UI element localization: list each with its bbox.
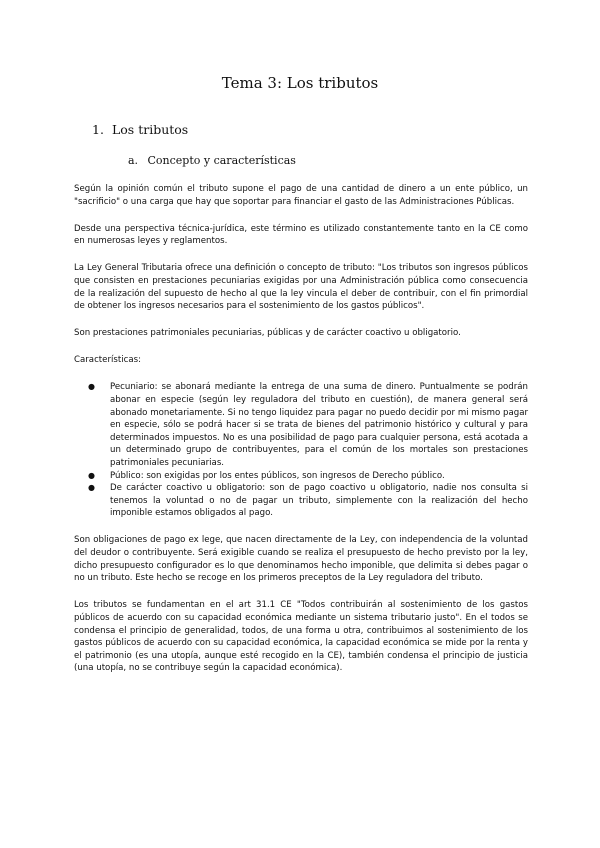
document-body: [74, 183, 528, 689]
paragraph: Son prestaciones patrimoniales pecuniarias, públicas y de carácter coactivo u obligatorio.: [74, 328, 461, 339]
page-title: Tema 3: Los tributos: [221, 74, 379, 92]
list-item-text: De carácter coactivo u obligatorio: son de pago coactivo u obligatorio, nadie nos consulta si tenemos la voluntad o no de pagar un tributo, simplemente con la realización del hecho imponible estamos obligados al pago.: [110, 483, 528, 519]
list-item: [88, 470, 528, 483]
list-item-text: Público: son exigidas por los entes públicos, son ingresos de Derecho público.: [110, 470, 445, 481]
list-item: [88, 381, 528, 469]
paragraph: Desde una perspectiva técnica-jurídica, este término es utilizado constantemente tanto en la CE como en numerosas leyes y reglamentos.: [74, 223, 528, 247]
list-item-text: Pecuniario: se abonará mediante la entrega de una suma de dinero. Puntualmente se podrán abonar en especie (según ley reguladora del tributo en cuestión), de manera general será abonado monetariamente. Si no tengo liquidez para pagar no puedo decidir por mi mismo pagar en especie, sólo se podrá hacer si se trata de bienes del patrimonio histórico y cultural y para determinados impuestos. No es una posibilidad de pago para cualquier persona, está acotada a un determinado grupo de contribuyentes, para el común de los mortales son prestaciones patrimoniales pecuniarias.: [110, 382, 528, 468]
paragraph: Son obligaciones de pago ex lege, que nacen directamente de la Ley, con independencia de la voluntad del deudor o contribuyente. Será exigible cuando se realiza el presupuesto de hecho previsto por la ley, dicho presupuesto configurador es lo que denominamos hecho imponible, que delimita si debes pagar o no un tributo. Este hecho se recoge en los primeros preceptos de la Ley reguladora del tributo.: [74, 535, 528, 584]
bullet-icon: ●: [88, 382, 95, 392]
subsection-heading: [128, 154, 296, 167]
section-label: Los tributos: [111, 122, 189, 137]
list-item: [88, 482, 528, 520]
paragraph: Según la opinión común el tributo supone el pago de una cantidad de dinero a un ente público, un "sacrificio" o una carga que hay que soportar para financiar el gasto de las Administraciones Públicas.: [74, 184, 528, 207]
section-number: 1.: [92, 122, 104, 137]
paragraph: La Ley General Tributaria ofrece una definición o concepto de tributo: "Los tributos son ingresos públicos que consisten en prestaciones pecuniarias exigidas por una Administración pública como consecuencia de la realización del supuesto de hecho al que la ley vincula el deber de contribuir, con el fin primordial de obtener los ingresos necesarios para el sostenimiento de los gastos públicos".: [74, 263, 528, 312]
subsection-label: Concepto y características: [147, 154, 296, 167]
bullet-icon: ●: [88, 483, 95, 493]
bullet-icon: ●: [88, 470, 95, 480]
paragraph-caracteristicas-label: Características:: [74, 355, 141, 366]
characteristics-list: [74, 381, 528, 520]
subsection-number: a.: [128, 154, 139, 167]
section-heading: [92, 122, 188, 137]
paragraph: Los tributos se fundamentan en el art 31.1 CE "Todos contribuirán al sostenimiento de los gastos públicos de acuerdo con su capacidad económica mediante un sistema tributario justo". En el todos se condensa el principio de generalidad, todos, de una forma u otra, contribuimos al sostenimiento de los gastos públicos de acuerdo con su capacidad económica, la capacidad económica se mide por la renta y el patrimonio (es una utopía, aunque esté recogido en la CE), también condensa el principio de justicia (una utopía, no se contribuye según la capacidad económica).: [74, 600, 528, 674]
